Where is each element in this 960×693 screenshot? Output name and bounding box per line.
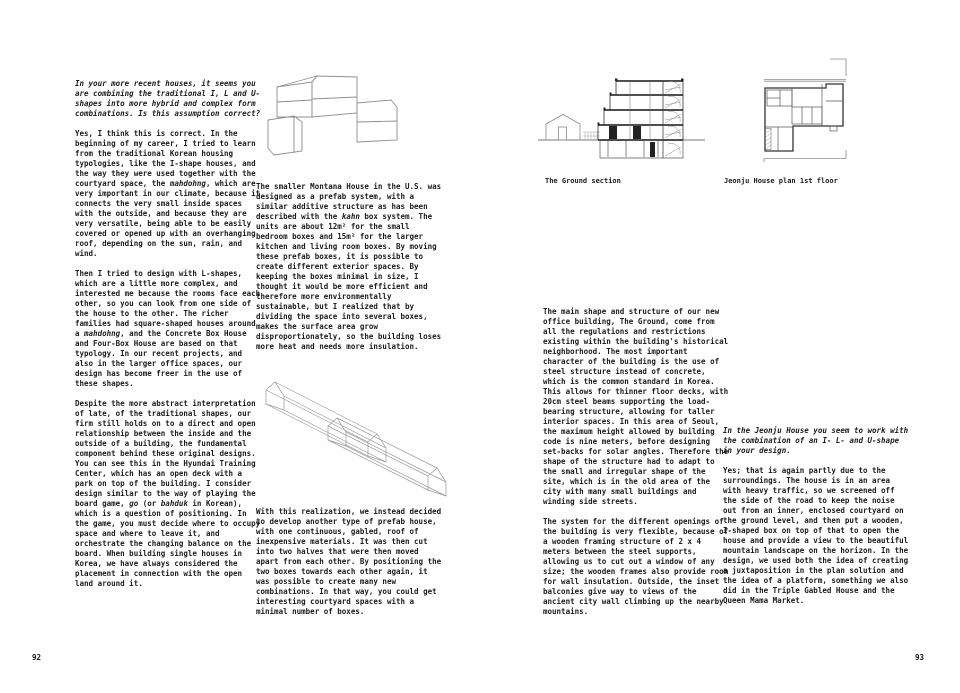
gabled-wireframe-drawing — [258, 366, 448, 498]
page-number-left: 92 — [32, 653, 42, 662]
caption-jeonju-plan: Jeonju House plan 1st floor — [724, 177, 838, 185]
paragraph: The main shape and structure of our new office building, The Ground, come from all the regulations and restrictions existing within the building's historical neighborhood. The most important character of the building is the use of steel structure instead of concrete, which is the common standard in Korea. This allows for thinner floor decks, with 20cm steel beams supporting the load-bearing structure, allowing for taller interior spaces. In this area of Seoul, the maximum height allowed by building code is nine meters, before designing set-backs for solar angles. Therefore the shape of the structure had to adapt to the small and irregular shape of the site, which is in the old area of the city with many small buildings and winding side streets. — [543, 307, 729, 506]
interview-question: In the Jeonju House you seem to work with the combination of an I- L- and U-shape in your design. — [723, 426, 909, 455]
figure-jeonju-plan — [730, 57, 920, 172]
left-page-column-1 — [75, 79, 261, 599]
figure-gabled-wireframe — [258, 366, 448, 498]
paragraph: Yes; that is again partly due to the surroundings. The house is in an area with heavy traffic, so we screened off the side of the road to keep the noise out from an inner, enclosed courtyard on the ground level, and then put a wooden, I-shaped box on top of that to open the house and provide a view to the beautiful mountain landscape on the horizon. In the design, we used both the idea of creating a juxtaposition in the plan solution and the idea of a platform, something we also did in the Triple Gabled House and the Queen Mama Market. — [723, 466, 909, 605]
paragraph: The smaller Montana House in the U.S. was designed as a prefab system, with a similar additive structure as has been described with the kahn box system. The units are about 12m² for the small bedroom boxes and 15m² for the larger kitchen and living room boxes. By moving these prefab boxes, it is possible to create different exterior spaces. By keeping the boxes minimal in size, I thought it would be more efficient and therefore more environmentally sustainable, but I realized that by dividing the space into several boxes, makes the surface area grow disproportionately, so the building loses more heat and needs more insulation. — [256, 182, 442, 351]
caption-ground-section: The Ground section — [545, 177, 621, 185]
ground-section-drawing — [538, 58, 708, 176]
montana-boxes-drawing — [256, 64, 448, 178]
paragraph: Despite the more abstract interpretation of late, of the traditional shapes, our firm still holds on to a direct and open relationship between the inside and the outside of a building, the fundamental component behind these original designs. You can see this in the Hyundai Training Center, which has an open deck with a park on top of the building. I consider design similar to the way of playing the board game, go (or bahduk in Korean), which is a question of positioning. In the game, you must decide where to occupy space and where to leave it, and orchestrate the changing balance on the board. When building single houses in Korea, we have always considered the placement in connection with the open land around it. — [75, 399, 261, 588]
paragraph: The system for the different openings of the building is very flexible, because of a wooden framing structure of 2 x 4 meters between the steel supports, allowing us to cut out a window of any size; the wooden frames also provide room for wall insulation. Outside, the inset balconies give way to views of the ancient city wall climbing up the nearby mountains. — [543, 517, 729, 616]
paragraph: Yes, I think this is correct. In the beginning of my career, I tried to learn from the traditional Korean housing typologies, like the I-shape houses, and the way they were used together with the courtyard space, the mahdohng, which are very important in our climate, because it connects the very small inside spaces with the outside, and because they are very versatile, being able to be easily covered or opened up with an overhanging roof, depending on the sun, rain, and wind. — [75, 129, 261, 258]
left-page-column-2-top — [256, 182, 442, 362]
page-number-right: 93 — [915, 653, 925, 662]
figure-ground-section — [538, 58, 708, 176]
right-page-column-1 — [543, 307, 729, 627]
interview-question: In your more recent houses, it seems you are combining the traditional I, L and U-shapes into more hybrid and complex form combinations. Is this assumption correct? — [75, 79, 261, 118]
figure-montana-boxes — [256, 64, 448, 178]
paragraph: With this realization, we instead decided to develop another type of prefab house, with one continuous, gabled, roof of inexpensive materials. It was then cut into two halves that were then moved apart from each other. By positioning the two boxes towards each other again, it was possible to create many new combinations. In that way, you could get interesting courtyard spaces with a minimal number of boxes. — [256, 507, 442, 616]
jeonju-plan-drawing — [730, 57, 920, 172]
right-page-column-2 — [723, 426, 909, 616]
left-page-column-2-bottom — [256, 507, 442, 627]
paragraph: Then I tried to design with L-shapes, which are a little more complex, and interested me because the rooms face each other, so you can look from one side of the house to the other. The richer families had square-shaped houses around a mahdohng, and the Concrete Box House and Four-Box House are based on that typology. In our recent projects, and also in the larger office spaces, our design has become freer in the use of these shapes. — [75, 269, 261, 388]
